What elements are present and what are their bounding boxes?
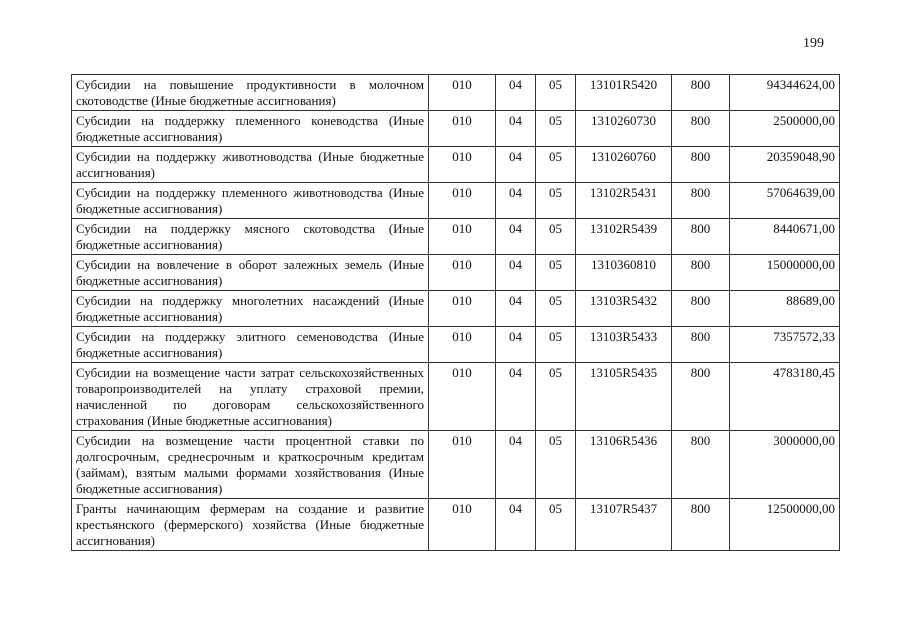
table-row xyxy=(72,499,840,551)
row-name: Субсидии на поддержку мясного скотоводства (Иные бюджетные ассигнования) xyxy=(72,219,429,255)
expense-type: 800 xyxy=(672,431,730,499)
ministry-code: 010 xyxy=(429,147,496,183)
row-name: Субсидии на повышение продуктивности в молочном скотоводстве (Иные бюджетные ассигнования) xyxy=(72,75,429,111)
subsection-code: 05 xyxy=(536,183,576,219)
target-article: 13102R5431 xyxy=(576,183,672,219)
ministry-code: 010 xyxy=(429,431,496,499)
section-code: 04 xyxy=(496,111,536,147)
expense-type: 800 xyxy=(672,219,730,255)
subsection-code: 05 xyxy=(536,327,576,363)
row-name: Субсидии на поддержку элитного семеноводства (Иные бюджетные ассигнования) xyxy=(72,327,429,363)
target-article: 13102R5439 xyxy=(576,219,672,255)
row-name: Субсидии на вовлечение в оборот залежных земель (Иные бюджетные ассигнования) xyxy=(72,255,429,291)
amount: 7357572,33 xyxy=(730,327,840,363)
ministry-code: 010 xyxy=(429,255,496,291)
table-row xyxy=(72,183,840,219)
table-row xyxy=(72,255,840,291)
section-code: 04 xyxy=(496,183,536,219)
table-body xyxy=(72,75,840,551)
row-name: Субсидии на возмещение части затрат сельскохозяйственных товаропроизводителей на уплату страховой премии, начисленной по договорам сельскохозяйственного страхования (Иные бюджетные ассигнования) xyxy=(72,363,429,431)
target-article: 13103R5433 xyxy=(576,327,672,363)
table-row xyxy=(72,431,840,499)
row-name: Субсидии на поддержку многолетних насаждений (Иные бюджетные ассигнования) xyxy=(72,291,429,327)
target-article: 1310260760 xyxy=(576,147,672,183)
expense-type: 800 xyxy=(672,111,730,147)
amount: 88689,00 xyxy=(730,291,840,327)
ministry-code: 010 xyxy=(429,363,496,431)
amount: 94344624,00 xyxy=(730,75,840,111)
amount: 12500000,00 xyxy=(730,499,840,551)
amount: 8440671,00 xyxy=(730,219,840,255)
subsection-code: 05 xyxy=(536,255,576,291)
target-article: 13107R5437 xyxy=(576,499,672,551)
target-article: 1310360810 xyxy=(576,255,672,291)
section-code: 04 xyxy=(496,327,536,363)
budget-table xyxy=(71,74,840,551)
row-name: Субсидии на возмещение части процентной ставки по долгосрочным, среднесрочным и краткосрочным кредитам (займам), взятым малыми формами хозяйствования (Иные бюджетные ассигнования) xyxy=(72,431,429,499)
table-row xyxy=(72,327,840,363)
expense-type: 800 xyxy=(672,75,730,111)
amount: 4783180,45 xyxy=(730,363,840,431)
target-article: 13103R5432 xyxy=(576,291,672,327)
section-code: 04 xyxy=(496,499,536,551)
ministry-code: 010 xyxy=(429,327,496,363)
target-article: 13106R5436 xyxy=(576,431,672,499)
subsection-code: 05 xyxy=(536,147,576,183)
subsection-code: 05 xyxy=(536,111,576,147)
amount: 57064639,00 xyxy=(730,183,840,219)
ministry-code: 010 xyxy=(429,291,496,327)
expense-type: 800 xyxy=(672,363,730,431)
subsection-code: 05 xyxy=(536,75,576,111)
ministry-code: 010 xyxy=(429,219,496,255)
row-name: Субсидии на поддержку племенного коневодства (Иные бюджетные ассигнования) xyxy=(72,111,429,147)
amount: 3000000,00 xyxy=(730,431,840,499)
amount: 20359048,90 xyxy=(730,147,840,183)
subsection-code: 05 xyxy=(536,431,576,499)
row-name: Гранты начинающим фермерам на создание и развитие крестьянского (фермерского) хозяйства (Иные бюджетные ассигнования) xyxy=(72,499,429,551)
table-row xyxy=(72,111,840,147)
target-article: 13105R5435 xyxy=(576,363,672,431)
expense-type: 800 xyxy=(672,147,730,183)
table-row xyxy=(72,219,840,255)
expense-type: 800 xyxy=(672,327,730,363)
section-code: 04 xyxy=(496,147,536,183)
ministry-code: 010 xyxy=(429,499,496,551)
amount: 2500000,00 xyxy=(730,111,840,147)
section-code: 04 xyxy=(496,255,536,291)
section-code: 04 xyxy=(496,219,536,255)
target-article: 13101R5420 xyxy=(576,75,672,111)
expense-type: 800 xyxy=(672,499,730,551)
subsection-code: 05 xyxy=(536,291,576,327)
page-number: 199 xyxy=(803,36,824,51)
amount: 15000000,00 xyxy=(730,255,840,291)
section-code: 04 xyxy=(496,75,536,111)
target-article: 1310260730 xyxy=(576,111,672,147)
table-row xyxy=(72,363,840,431)
subsection-code: 05 xyxy=(536,363,576,431)
table-row xyxy=(72,147,840,183)
table-row xyxy=(72,291,840,327)
ministry-code: 010 xyxy=(429,111,496,147)
expense-type: 800 xyxy=(672,255,730,291)
ministry-code: 010 xyxy=(429,75,496,111)
expense-type: 800 xyxy=(672,183,730,219)
expense-type: 800 xyxy=(672,291,730,327)
row-name: Субсидии на поддержку племенного животноводства (Иные бюджетные ассигнования) xyxy=(72,183,429,219)
section-code: 04 xyxy=(496,291,536,327)
subsection-code: 05 xyxy=(536,499,576,551)
section-code: 04 xyxy=(496,431,536,499)
ministry-code: 010 xyxy=(429,183,496,219)
section-code: 04 xyxy=(496,363,536,431)
table-row xyxy=(72,75,840,111)
subsection-code: 05 xyxy=(536,219,576,255)
row-name: Субсидии на поддержку животноводства (Иные бюджетные ассигнования) xyxy=(72,147,429,183)
